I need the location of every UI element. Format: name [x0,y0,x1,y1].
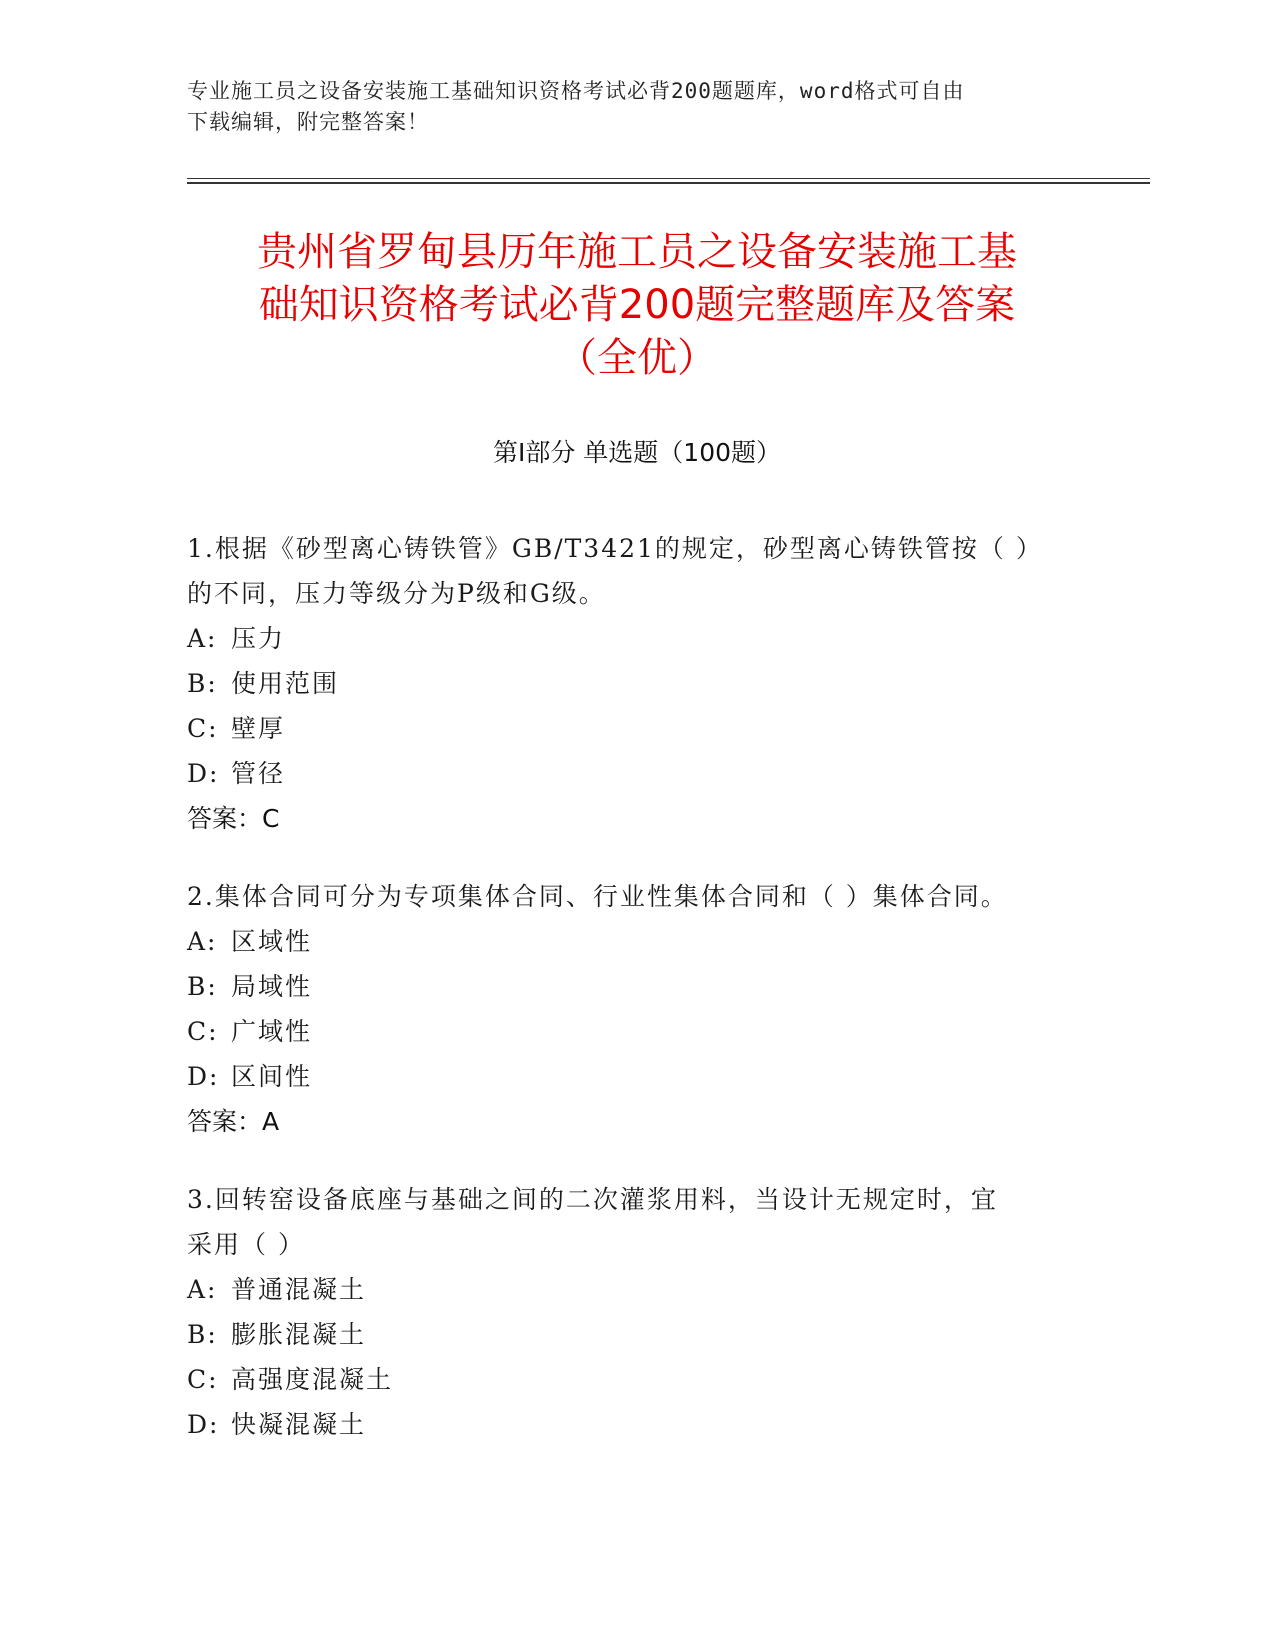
option-text: 区域性 [231,927,313,956]
title-line-2: 础知识资格考试必背200题完整题库及答案 [258,282,1016,328]
option-c [187,1357,1067,1402]
option-key: C: [187,714,219,743]
option-d [187,751,1067,796]
option-d [187,1054,1067,1099]
question-stem-line: 3.回转窑设备底座与基础之间的二次灌浆用料，当设计无规定时，宜 [187,1185,998,1214]
option-text: 管径 [231,759,286,788]
option-key: C: [187,1365,219,1394]
option-text: 区间性 [231,1062,313,1091]
option-a [187,616,1067,661]
option-c [187,706,1067,751]
option-a [187,919,1067,964]
title-line-3: （全优） [557,335,717,381]
section-title: 第Ⅰ部分 单选题（100题） [492,438,782,467]
option-text: 快凝混凝土 [231,1410,367,1439]
option-text: 高强度混凝土 [231,1365,394,1394]
option-key: A: [187,927,218,956]
document-title [187,226,1087,385]
option-text: 压力 [231,624,286,653]
option-b [187,1312,1067,1357]
question-1 [187,526,1067,841]
option-key: D: [187,759,220,788]
option-key: B: [187,1320,218,1349]
option-key: C: [187,1017,219,1046]
option-key: A: [187,1275,218,1304]
option-b [187,964,1067,1009]
question-stem-line: 2.集体合同可分为专项集体合同、行业性集体合同和（ ）集体合同。 [187,882,1008,911]
option-b [187,661,1067,706]
question-stem [187,874,1067,919]
question-3 [187,1177,1067,1447]
question-stem-line: 采用（ ） [187,1230,305,1259]
header-divider-thin [187,178,1150,179]
option-text: 使用范围 [231,669,340,698]
option-key: D: [187,1062,220,1091]
option-text: 普通混凝土 [231,1275,367,1304]
option-a [187,1267,1067,1312]
question-list [187,526,1067,1480]
option-text: 局域性 [231,972,313,1001]
header-line-2: 下载编辑，附完整答案！ [187,110,429,134]
question-stem [187,526,1067,616]
option-text: 膨胀混凝土 [231,1320,367,1349]
answer-line: 答案：C [187,804,280,833]
question-2 [187,874,1067,1144]
question-stem [187,1177,1067,1267]
question-stem-line: 1.根据《砂型离心铸铁管》GB/T3421的规定，砂型离心铸铁管按（ ） [187,534,1043,563]
question-stem-line: 的不同，压力等级分为P级和G级。 [187,579,606,608]
option-key: B: [187,972,218,1001]
option-c [187,1009,1067,1054]
title-line-1: 贵州省罗甸县历年施工员之设备安装施工基 [257,229,1017,275]
option-text: 广域性 [231,1017,313,1046]
option-text: 壁厚 [231,714,286,743]
option-key: B: [187,669,218,698]
option-key: D: [187,1410,220,1439]
page-header [187,76,1087,138]
answer-line: 答案：A [187,1107,280,1136]
option-key: A: [187,624,218,653]
option-d [187,1402,1067,1447]
header-line-1: 专业施工员之设备安装施工基础知识资格考试必背200题题库，word格式可自由 [187,79,965,103]
header-divider-thick [187,182,1150,184]
